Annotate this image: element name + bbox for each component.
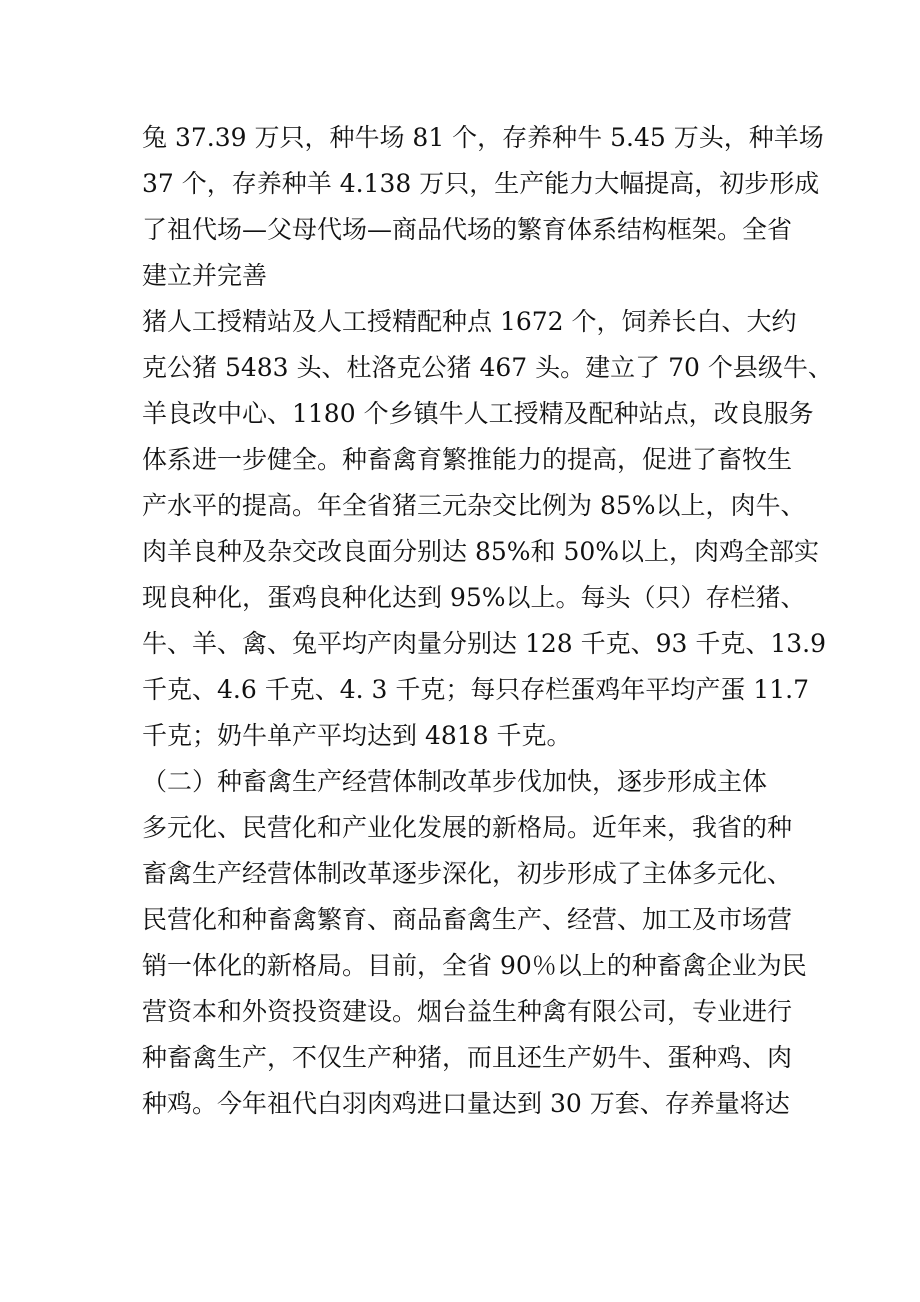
text-line: 产水平的提高。年全省猪三元杂交比例为 85%以上，肉牛、 xyxy=(142,491,806,520)
text-line: 千克、4.6 千克、4. 3 千克；每只存栏蛋鸡年平均产蛋 11.7 xyxy=(142,675,809,704)
text-line: 了祖代场—父母代场—商品代场的繁育体系结构框架。全省 xyxy=(142,215,793,244)
text-line: 建立并完善 xyxy=(142,261,268,290)
text-line: 种畜禽生产，不仅生产种猪，而且还生产奶牛、蛋种鸡、肉 xyxy=(142,1043,793,1072)
text-line: 兔 37.39 万只，种牛场 81 个，存养种牛 5.45 万头，种羊场 xyxy=(142,123,824,152)
text-line: 牛、羊、禽、兔平均产肉量分别达 128 千克、93 千克、13.9 xyxy=(142,629,827,658)
text-line: 肉羊良种及杂交改良面分别达 85%和 50%以上，肉鸡全部实 xyxy=(142,537,820,566)
document-body xyxy=(142,115,833,1127)
text-line: 种鸡。今年祖代白羽肉鸡进口量达到 30 万套、存养量将达 xyxy=(142,1089,790,1118)
text-line: 多元化、民营化和产业化发展的新格局。近年来，我省的种 xyxy=(142,813,793,842)
text-line: 猪人工授精站及人工授精配种点 1672 个，饲养长白、大约 xyxy=(142,307,797,336)
text-line: 千克；奶牛单产平均达到 4818 千克。 xyxy=(142,721,572,750)
text-line: （二）种畜禽生产经营体制改革步伐加快，逐步形成主体 xyxy=(142,767,768,796)
text-line: 克公猪 5483 头、杜洛克公猪 467 头。建立了 70 个县级牛、 xyxy=(142,353,833,382)
text-line: 营资本和外资投资建设。烟台益生种禽有限公司，专业进行 xyxy=(142,997,793,1026)
text-line: 羊良改中心、1180 个乡镇牛人工授精及配种站点，改良服务 xyxy=(142,399,814,428)
text-line: 现良种化，蛋鸡良种化达到 95%以上。每头（只）存栏猪、 xyxy=(142,583,806,612)
text-line: 民营化和种畜禽繁育、商品畜禽生产、经营、加工及市场营 xyxy=(142,905,793,934)
text-line: 37 个，存养种羊 4.138 万只，生产能力大幅提高，初步形成 xyxy=(142,169,820,198)
text-line: 销一体化的新格局。目前，全省 90％以上的种畜禽企业为民 xyxy=(142,951,807,980)
text-line: 畜禽生产经营体制改革逐步深化，初步形成了主体多元化、 xyxy=(142,859,793,888)
text-line: 体系进一步健全。种畜禽育繁推能力的提高，促进了畜牧生 xyxy=(142,445,793,474)
